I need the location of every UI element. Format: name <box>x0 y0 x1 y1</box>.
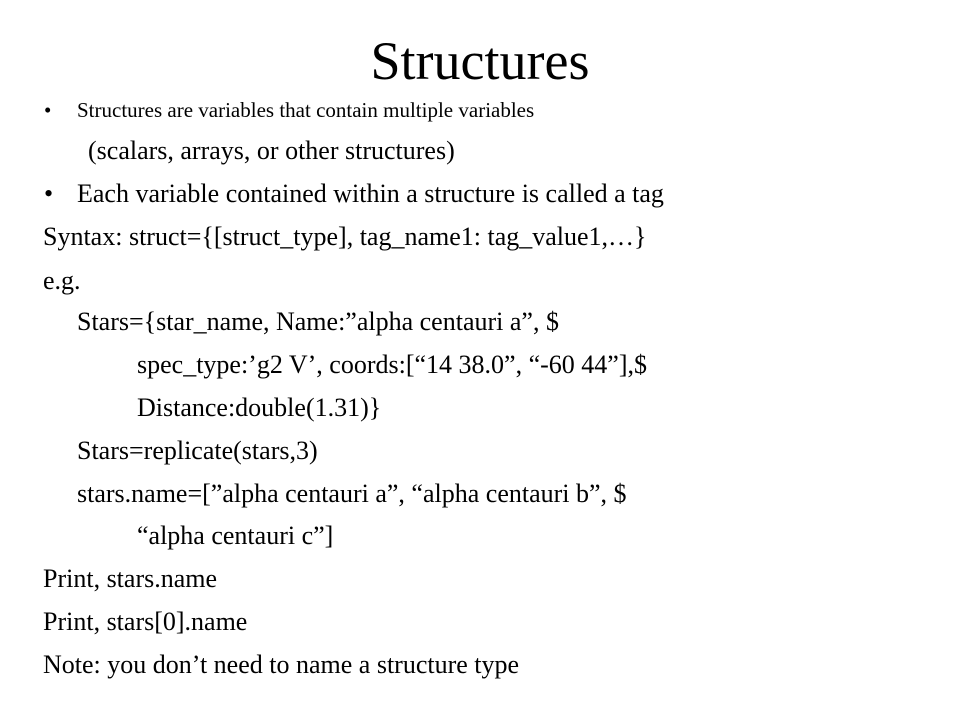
syntax-line: Syntax: struct={[struct_type], tag_name1: tag_value1,…} <box>43 222 647 251</box>
bullet-dot-1: • <box>44 98 52 122</box>
bullet-dot-2: • <box>44 179 54 208</box>
code-line-stars-name-cont: “alpha centauri c”] <box>137 521 334 550</box>
slide-title: Structures <box>370 31 590 91</box>
bullet-text-1: Structures are variables that contain multiple variables <box>77 98 535 122</box>
note-line: Note: you don’t need to name a structure type <box>43 650 520 679</box>
bullet-text-1-continuation: (scalars, arrays, or other structures) <box>88 136 455 165</box>
example-label: e.g. <box>43 266 81 295</box>
print-line-1: Print, stars.name <box>43 564 218 593</box>
code-line-spec-type: spec_type:’g2 V’, coords:[“14 38.0”, “-60 44”],$ <box>137 350 647 379</box>
print-line-2: Print, stars[0].name <box>43 607 248 636</box>
code-line-replicate: Stars=replicate(stars,3) <box>77 436 318 465</box>
code-line-stars-name: stars.name=[”alpha centauri a”, “alpha centauri b”, $ <box>77 479 627 508</box>
bullet-text-2: Each variable contained within a structure is called a tag <box>77 179 664 208</box>
code-line-stars-definition: Stars={star_name, Name:”alpha centauri a”, $ <box>77 307 559 336</box>
code-line-distance: Distance:double(1.31)} <box>137 393 382 422</box>
